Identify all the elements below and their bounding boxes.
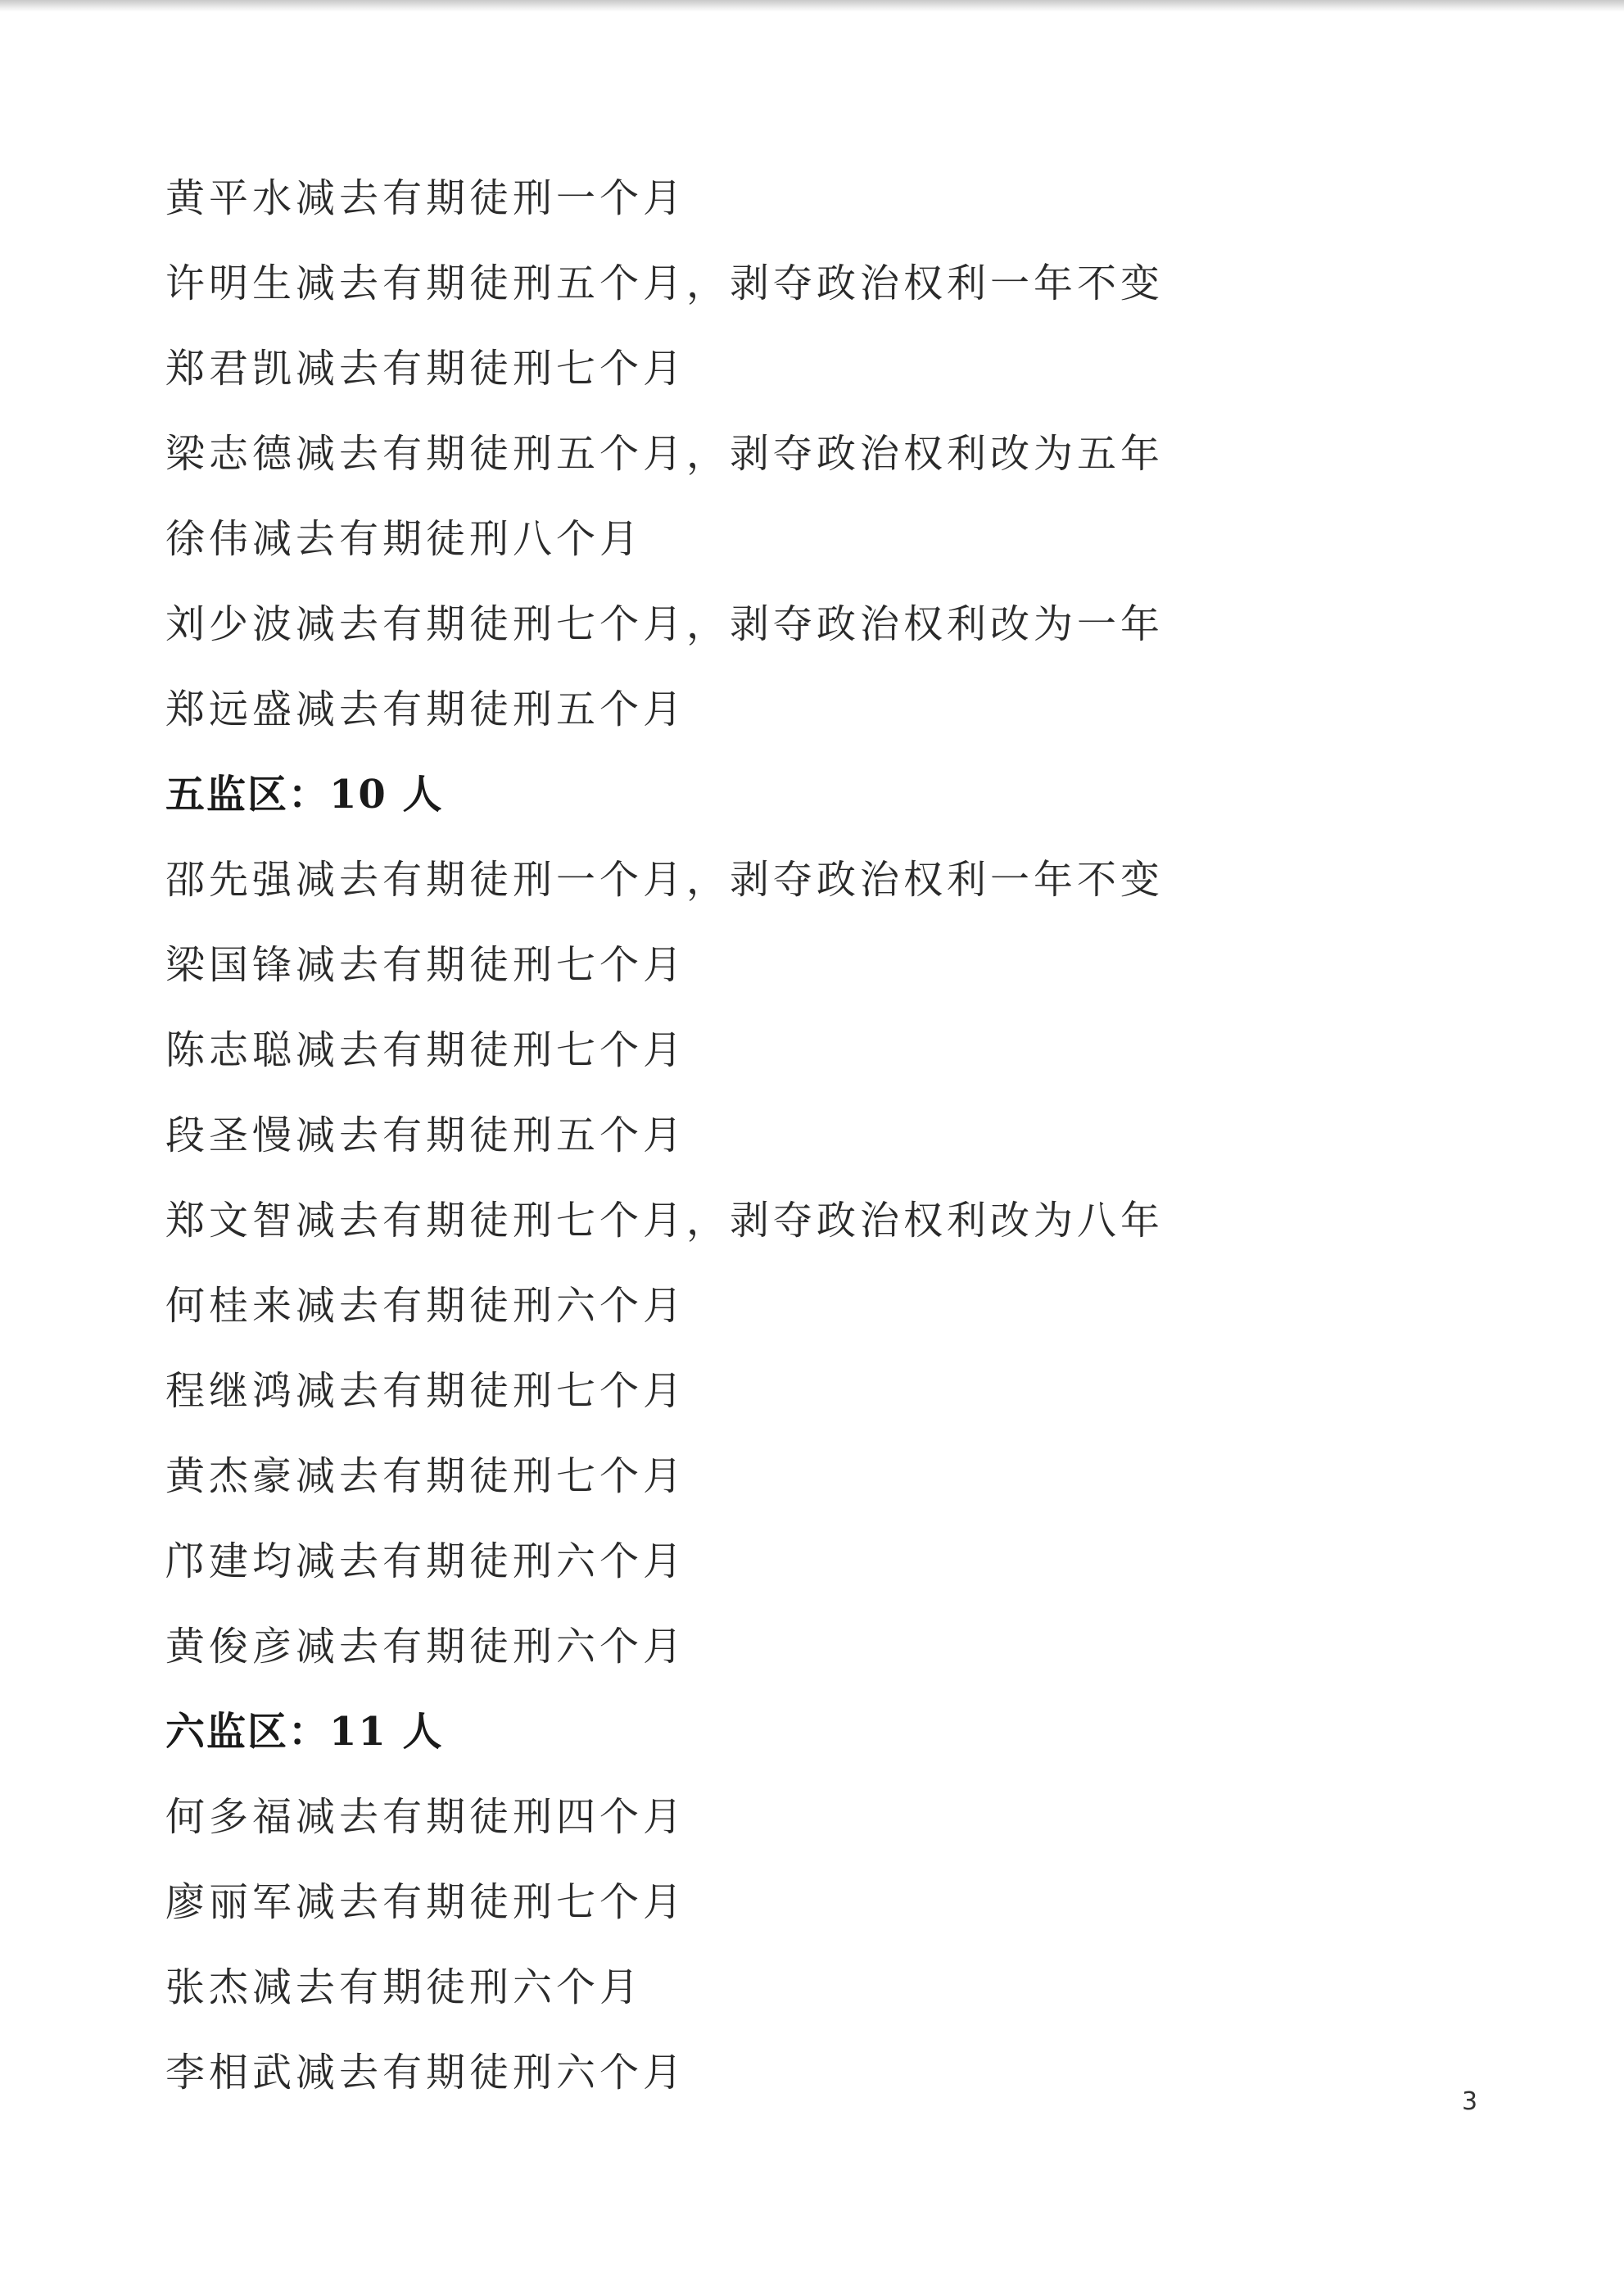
list-item: 何多福减去有期徒刑四个月 — [165, 1794, 687, 1840]
list-item: 邵先强减去有期徒刑一个月，剥夺政治权利一年不变 — [165, 857, 1165, 903]
list-item: 徐伟减去有期徒刑八个月 — [165, 516, 644, 562]
list-item: 邝建均减去有期徒刑六个月 — [165, 1538, 687, 1584]
list-item: 郑君凯减去有期徒刑七个月 — [165, 346, 687, 392]
list-item: 郑文智减去有期徒刑七个月，剥夺政治权利改为八年 — [165, 1198, 1165, 1244]
section-heading-district-6: 六监区：11 人 — [165, 1709, 444, 1755]
list-item: 许明生减去有期徒刑五个月，剥夺政治权利一年不变 — [165, 261, 1165, 306]
list-item: 段圣慢减去有期徒刑五个月 — [165, 1112, 687, 1158]
section-heading-district-5: 五监区：10 人 — [165, 772, 444, 818]
page-number: 3 — [1462, 2087, 1478, 2116]
list-item: 黄平水减去有期徒刑一个月 — [165, 175, 687, 221]
list-item: 何桂来减去有期徒刑六个月 — [165, 1283, 687, 1329]
list-item: 梁志德减去有期徒刑五个月，剥夺政治权利改为五年 — [165, 431, 1165, 477]
list-item: 郑远盛减去有期徒刑五个月 — [165, 686, 687, 732]
list-item: 李相武减去有期徒刑六个月 — [165, 2050, 687, 2095]
scan-edge — [0, 0, 1624, 11]
list-item: 黄杰豪减去有期徒刑七个月 — [165, 1453, 687, 1499]
list-item: 黄俊彦减去有期徒刑六个月 — [165, 1624, 687, 1670]
list-item: 刘少波减去有期徒刑七个月，剥夺政治权利改为一年 — [165, 601, 1165, 647]
list-item: 程继鸿减去有期徒刑七个月 — [165, 1368, 687, 1414]
list-item: 张杰减去有期徒刑六个月 — [165, 1964, 644, 2010]
list-item: 陈志聪减去有期徒刑七个月 — [165, 1027, 687, 1073]
list-item: 廖丽军减去有期徒刑七个月 — [165, 1879, 687, 1925]
document-body — [165, 156, 1443, 2115]
list-item: 梁国锋减去有期徒刑七个月 — [165, 942, 687, 988]
